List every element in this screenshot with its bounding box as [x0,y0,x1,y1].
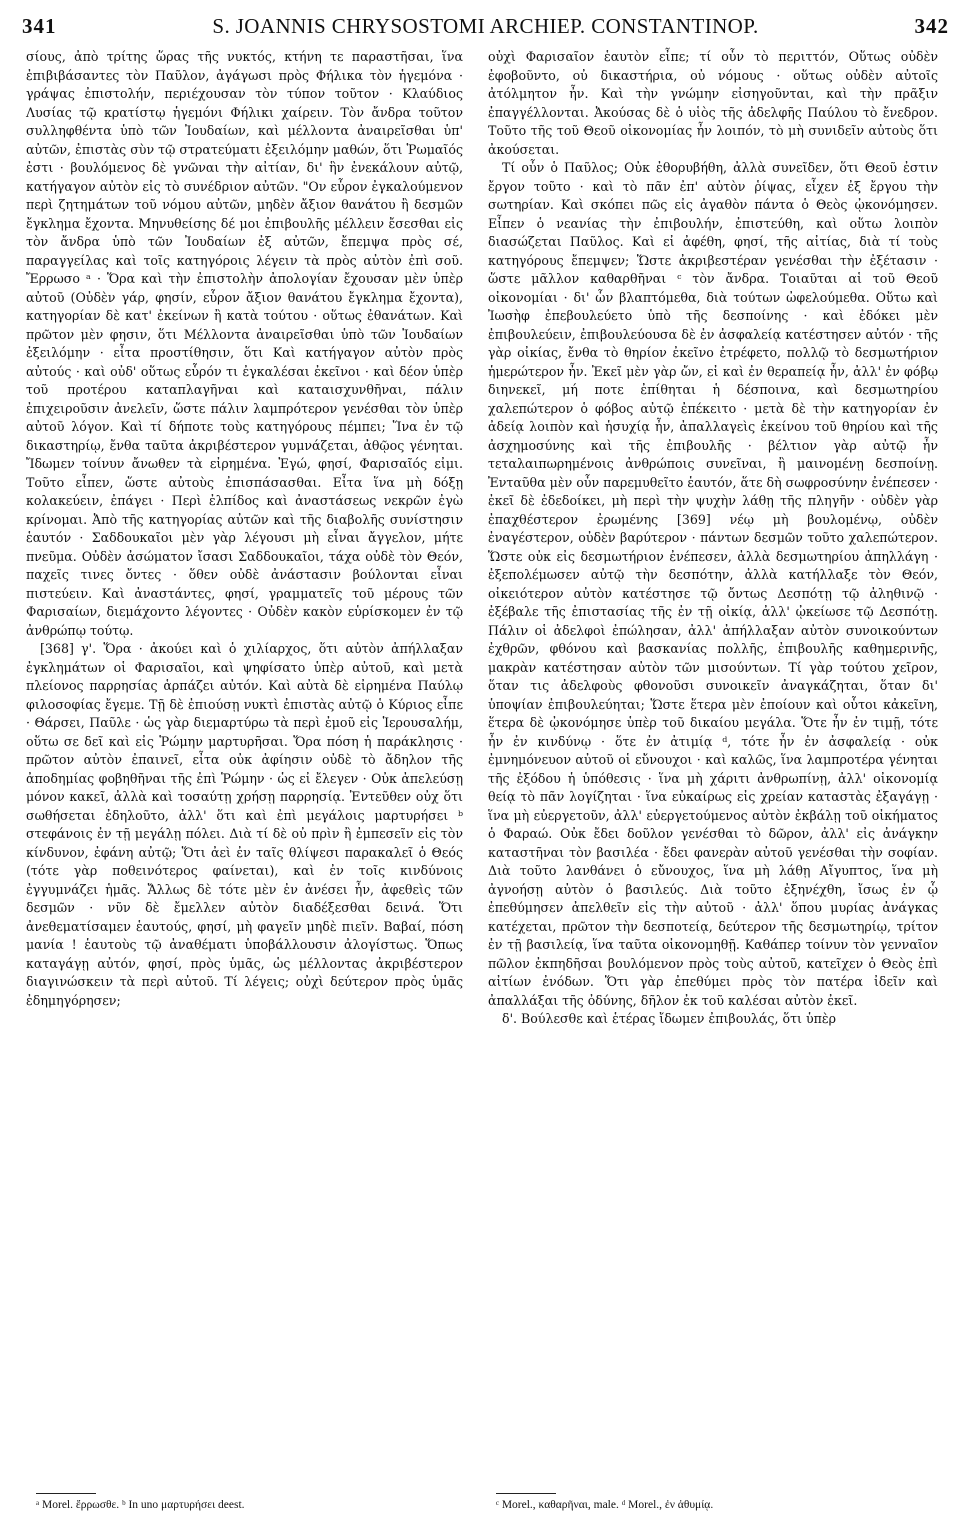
running-title: S. JOANNIS CHRYSOSTOMI ARCHIEP. CONSTANTINOP. [212,14,759,38]
footnote-right: ᶜ Morel., καθαρῆναι, male. ᵈ Morel., ἐν ἀθυμίᾳ. [496,1499,714,1511]
footnote-left: ᵃ Morel. ἔρρωσθε. ᵇ In uno μαρτυρήσει deest. [36,1499,245,1511]
page-number-left: 341 [22,14,57,38]
running-header [22,14,949,42]
footnote-rule-left [36,1493,96,1494]
left-column [26,48,463,1010]
page-number-right: 342 [914,14,949,38]
right-paragraph-3: δ'. Βούλεσθε καὶ ἑτέρας ἴδωμεν ἐπιβουλάς, ὅτι ὑπὲρ [502,1011,837,1026]
right-paragraph-1: οὐχὶ Φαρισαῖον ἑαυτὸν εἶπε; τί οὖν τὸ περιττόν, Οὕτως οὐδὲν ἐφοβοῦντο, οὐ δικαστήρια, οὐ νόμους · οὕτως οὐδὲν αὐτοῖς ἀτόλμητον ἦν. Καὶ τὴν γνώμην εἰσηγοῦνται, καὶ τὴν πρᾶξιν ἐπαγγέλλονται. Ἀκούσας δὲ ὁ υἱὸς τῆς ἀδελφῆς Παύλου τὸ ἔνεδρον. Τοῦτο τῆς τοῦ Θεοῦ οἰκονομίας ἦν λοιπόν, τὸ μὴ συνιδεῖν αὐτοὺς ὅτι ἀκούσεται. [488,49,938,157]
footnote-rule-right [496,1493,556,1494]
right-column [488,48,938,1029]
left-paragraph-2: [368] γ'. Ὅρα · ἀκούει καὶ ὁ χιλίαρχος, ὅτι αὐτὸν ἀπήλλαξαν ἐγκλημάτων οἱ Φαρισαῖοι, καὶ ψηφίσατο ὑπὲρ αὐτοῦ, καὶ μετὰ πλείονος παρρησίας ἁρπάζει αὐτόν. Καὶ αὐτὰ δὲ εἰρημένα Παύλῳ φιλοσοφίας ἔγεμε. Τῇ δὲ ἐπιούσῃ νυκτὶ ἐπιστὰς αὐτῷ ὁ Κύριος εἶπε · Θάρσει, Παῦλε · ὡς γὰρ διεμαρτύρω τὰ περὶ ἐμοῦ εἰς Ἱερουσαλήμ, οὕτω σε δεῖ καὶ εἰς Ῥώμην μαρτυρῆσαι. Ὅρα πόση ἡ παράκλησις · πρῶτον αὐτὸν ἐπαινεῖ, εἶτα οὐκ ἀφίησιν οὐδὲ τὸ ἄδηλον τῆς ἀποδημίας φοβηθῆναι τῆς ἐπὶ Ῥώμην · ὡς εἰ ἔλεγεν · Οὐκ ἀπελεύσῃ μόνον κακεῖ, ἀλλὰ καὶ τοσαύτῃ χρήσῃ παρρησίᾳ. Ἐντεῦθεν οὐχ ὅτι σωθήσεται ἐδηλοῦτο, ἀλλ' ὅτι καὶ ἐπὶ μεγάλοις μαρτυρήσει ᵇ στεφάνοις ἐν τῇ μεγάλῃ πόλει. Διὰ τί δὲ οὐ πρὶν ἢ ἐμπεσεῖν εἰς τὸν κίνδυνον, ἐφάνη αὐτῷ; Ὅτι ἀεὶ ἐν ταῖς θλίψεσι παρακαλεῖ ὁ Θεός (τότε γὰρ ποθεινότερος φαίνεται), καὶ ἐν τοῖς κινδύνοις ἐγγυμνάζει ἡμᾶς. Ἄλλως δὲ τότε μὲν ἐν ἀνέσει ἦν, ἀφεθεὶς τῶν δεσμῶν · νῦν δὲ ἔμελλεν αὐτὸν διαδέξεσθαι δεινά. Ὅτι ἀνεθεματίσαμεν ἑαυτούς, φησί, μὴ φαγεῖν μηδὲ πιεῖν. Βαβαί, πόση μανία ! ἑαυτοὺς τῷ ἀναθέματι ὑποβάλλουσιν ἀλογίστως. Ὅπως καταγάγῃ αὐτόν, φησί, πρὸς ὑμᾶς, ὡς μέλλοντας ἀκριβέστερον διαγινώσκειν τὰ περὶ αὐτοῦ. Τί λέγεις; οὐχὶ δεύτερον πρὸς ὑμᾶς ἐδημηγόρησεν; [26,641,463,1008]
left-paragraph-1: σίους, ἀπὸ τρίτης ὥρας τῆς νυκτός, κτήνη τε παραστῆσαι, ἵνα ἐπιβιβάσαντες τὸν Παῦλον, ἀγάγωσι πρὸς Φήλικα τὸν ἡγεμόνα · γράψας ἐπιστολήν, περιέχουσαν τὸν τύπον τοῦτον · Κλαύδιος Λυσίας τῷ κρατίστῳ ἡγεμόνι Φήλικι χαίρειν. Τὸν ἄνδρα τοῦτον συλληφθέντα ὑπὸ τῶν Ἰουδαίων, καὶ μέλλοντα ἀναιρεῖσθαι ὑπ' αὐτῶν, ἐπιστὰς σὺν τῷ στρατεύματι ἐξειλόμην μαθών, ὅτι Ῥωμαῖός ἐστι · βουλόμενος δὲ γνῶναι τὴν αἰτίαν, δι' ἣν ἐνεκάλουν αὐτῷ, κατήγαγον αὐτὸν εἰς τὸ συνέδριον αὐτῶν. "Ον εὗρον ἐγκαλούμενον περὶ ζητημάτων τοῦ νόμου αὐτῶν, μηδὲν ἄξιον θανάτου ἢ δεσμῶν ἔγκλημα ἔχοντα. Μηνυθείσης δέ μοι ἐπιβουλῆς μέλλειν ἔσεσθαι εἰς τὸν ἄνδρα ὑπὸ τῶν Ἰουδαίων ἐξ αὐτῶν, ἔπεμψα πρὸς σέ, παραγγείλας καὶ τοῖς κατηγόροις λέγειν τὰ πρὸς αὐτὸν ἐπὶ σοῦ. Ἔρρωσο ᵃ · Ὅρα καὶ τὴν ἐπιστολὴν ἀπολογίαν ἔχουσαν μὲν ὑπὲρ αὐτοῦ (Οὐδὲν γάρ, φησίν, εὗρον ἄξιον θανάτου ἔγκλημα ἔχοντα), κατηγορίαν δὲ κατ' ἐκείνων ἢ κατὰ τούτου · οὕτως ἐθανάτων. Καὶ πρῶτον μὲν φησιν, ὅτι Μέλλοντα ἀναιρεῖσθαι ὑπὸ τῶν Ἰουδαίων ἐξειλόμην · εἶτα προστίθησιν, ὅτι Καὶ κατήγαγον αὐτὸν πρὸς αὐτούς · καὶ οὐδ' οὕτως εὗρόν τι ἐγκαλέσαι ἐκεῖνοι · καὶ δέον ὑπὲρ τοῦ προτέρου καταπλαγῆναι καὶ καταισχυνθῆναι, πάλιν ἐπιχειροῦσιν ἀνελεῖν, ὥστε πάλιν λαμπρότερον γενέσθαι τὸν ὑπὲρ αὐτοῦ λόγον. Καὶ τί δήποτε τοὺς κατηγόρους πέμπει; Ἵνα ἐν τῷ δικαστηρίῳ, ἔνθα ταῦτα ἀκριβέστερον γυμνάζεται, ἀθῷος γένηται. Ἴδωμεν τοίνυν ἄνωθεν τὰ εἰρημένα. Ἐγώ, φησί, Φαρισαῖός εἰμι. Τοῦτο εἶπεν, ὥστε αὐτοὺς ἐπισπάσασθαι. Εἶτα ἵνα μὴ δόξῃ κολακεύειν, ἐπάγει · Περὶ ἐλπίδος καὶ ἀναστάσεως νεκρῶν ἐγὼ κρίνομαι. Ἀπὸ τῆς κατηγορίας αὐτῶν καὶ τῆς διαβολῆς συνίστησιν ἑαυτόν · Σαδδουκαῖοι μὲν γὰρ λέγουσι μὴ εἶναι ἄγγελον, μήτε πνεῦμα. Οὐδὲν ἀσώματον ἴσασι Σαδδουκαῖοι, τάχα οὐδὲ τὸν Θεόν, παχεῖς τινες ὄντες · ὅθεν οὐδὲ ἀνάστασιν βούλονται εἶναι πιστεύειν. Καὶ ἀναστάντες, φησί, γραμματεῖς τοῦ μέρους τῶν Φαρισαίων, διεμάχοντο λέγοντες · Οὐδὲν κακὸν εὑρίσκομεν ἐν τῷ ἀνθρώπῳ τούτῳ. [26,49,463,638]
right-paragraph-2: Τί οὖν ὁ Παῦλος; Οὐκ ἐθορυβήθη, ἀλλὰ συνεῖδεν, ὅτι Θεοῦ ἐστιν ἔργον τοῦτο · καὶ τὸ πᾶν ἐπ' αὐτὸν ῥίψας, εἶχεν ἐξ ἔργου τὴν σωτηρίαν. Καὶ σκόπει πῶς εἰς ἀγαθὸν πάντα ὁ Θεὸς ᾠκονόμησεν. Εἶπεν ὁ νεανίας τὴν ἐπιβουλήν, ἐπιστεύθη, καὶ οὕτω λοιπὸν διασώζεται Παῦλος. Καὶ εἰ ἀφέθη, φησί, τῆς αἰτίας, διὰ τί τοὺς κατηγόρους ἔπεμψεν; Ὥστε ἀκριβεστέραν γενέσθαι τὴν ἐξέτασιν · ὥστε μᾶλλον καθαρθῆναι ᶜ τὸν ἄνδρα. Τοιαῦται αἱ τοῦ Θεοῦ οἰκονομίαι · δι' ὧν βλαπτόμεθα, διὰ τούτων ὠφελούμεθα. Οὕτω καὶ Ἰωσὴφ ἐπεβουλεύετο ὑπὸ τῆς δεσποίνης · καὶ ἐδόκει μὲν ἐπιβουλεύειν, ἐπιβουλεύουσα δὲ ἐν ἀσφαλείᾳ κατέστησεν αὐτόν · τῆς γὰρ οἰκίας, ἔνθα τὸ θηρίον ἐκεῖνο ἐτρέφετο, πολλῷ τὸ δεσμωτήριον ἡμερώτερον ἦν. Ἐκεῖ μὲν γὰρ ὤν, εἰ καὶ ἐν θεραπείᾳ ἦν, ἀλλ' ἐν φόβῳ διηνεκεῖ, μή ποτε ἐπίθηται ἡ δέσποινα, καὶ δεσμωτηρίου χαλεπώτερον ὁ φόβος αὐτῷ ἐπέκειτο · μετὰ δὲ τὴν κατηγορίαν ἐν ἀδείᾳ λοιπὸν καὶ ἡσυχίᾳ ἦν, ἀπαλλαγεὶς ἐκείνου τοῦ θηρίου καὶ τῆς ἀσχημοσύνης καὶ τῆς ἐπιβουλῆς · βέλτιον γὰρ αὐτῷ ἦν τεταλαιπωρημένοις ἀνθρώποις συνεῖναι, ἢ μαινομένῃ δεσποίνῃ. Ἐνταῦθα μὲν οὖν παρεμυθεῖτο ἑαυτόν, ἅτε δὴ σωφροσύνην ἐνέπεσεν · ἐκεῖ δὲ ἐδεδοίκει, μὴ περὶ τὴν ψυχὴν λάθῃ τῆς πληγῆν · οὐδὲν γὰρ ἐπαχθέστερον ἐρωμένης [369] νέῳ μὴ βουλομένῳ, οὐδὲν ἐναγέστερον, οὐδὲν βαρύτερον · πάντων δεσμῶν τοῦτο χαλεπώτερον. Ὥστε οὐκ εἰς δεσμωτήριον ἐνέπεσεν, ἀλλὰ δεσμωτηρίου ἀπηλλάγη · ἐξεπολέμωσεν αὐτῷ τὴν δεσπότην, ἀλλὰ κατήλλαξε τὸν Θεόν, οἰκειότερον αὐτὸν κατέστησε τῷ ὄντως Δεσπότῃ τῷ ἀληθινῷ · ἐξέβαλε τῆς ἐπιστασίας τῆς ἐν τῇ οἰκίᾳ, ἀλλ' ᾠκείωσε τῷ Δεσπότῃ. Πάλιν οἱ ἀδελφοὶ ἐπώλησαν, ἀλλ' ἀπήλλαξαν αὐτὸν συνοικούντων ἐχθρῶν, φθόνου καὶ βασκανίας πολλῆς, ἐπιβουλῆς καθημερινῆς, μακρὰν κατέστησαν αὐτὸν τῶν μισούντων. Τί γὰρ τούτου χεῖρον, ὅταν τις ἀδελφοὺς φθονοῦσι συνοικεῖν ἀναγκάζηται, ὅταν δι' ὑποψίαν ἐπιβουλεύηται; Ὥστε ἕτερα μὲν ἐποίουν καὶ οὗτοι κἀκεῖνη, ἕτερα δὲ ᾠκονόμησε ὑπὲρ τοῦ δικαίου μεγάλα. Ὅτε ἦν ἐν τιμῇ, τότε ἦν ἐν κινδύνῳ · ὅτε ἐν ἀτιμίᾳ ᵈ, τότε ἦν ἐν ἀσφαλείᾳ · οὐκ ἐμνημόνευον αὐτοῦ οἱ εὔνουχοι · καὶ καλῶς, ἵνα λαμπροτέρα γένηται τῆς ἐξόδου ἡ ὑπόθεσις · ἵνα μὴ χάριτι ἀνθρωπίνῃ, ἀλλ' οἰκονομίᾳ θείᾳ τὸ πᾶν λογίζηται · ἵνα εὐκαίρως εἰς χρείαν καταστὰς ἐξαγάγῃ · ἵνα μὴ εὐεργετοῦν, ἀλλ' εὐεργετούμενος αὐτὸν ἐκβάλῃ τοῦ οἰκήματος ὁ Φαραώ. Οὐκ ἔδει δοῦλον γενέσθαι τὸ δῶρον, ἀλλ' εἰς ἀνάγκην καταστῆναι τὸν βασιλέα · ἔδει φανερὰν αὐτοῦ γενέσθαι τὴν σοφίαν. Διὰ τοῦτο λανθάνει ὁ εὔνουχος, ἵνα μὴ λάθῃ Αἴγυπτος, ἵνα μὴ ἀγνοήσῃ αὐτὸν ὁ βασιλεύς. Διὰ τοῦτο ἐξηνέχθη, ἴσως ἐν ᾧ ἐπεθύμησεν ἀπελθεῖν εἰς τὴν αὐτοῦ · ἀλλ' ὅπου μυρίας ἀνάγκας κατέχεται, πρῶτον τὴν δεσποτείᾳ, δεύτερον τῆς δεσμωτηρίῳ, τρίτον ἐν τῇ βασιλείᾳ, ἵνα ταῦτα οἰκονομηθῇ. Καθάπερ τοίνυν τὸν γενναῖον πῶλον ἐκπηδῆσαι βουλόμενον πρὸς τοὺς αὐτοῦ, κατεῖχεν ὁ Θεὸς ἐπὶ αἰτίων ἐνόδων. Ὅτι γὰρ ἐπεθύμει πρὸς τὸν πατέρα ἰδεῖν καὶ ἀπαλλάξαι τῆς ὀδύνης, δῆλον ἐκ τοῦ καλέσαι αὐτὸν ἐκεῖ. [488,160,938,1008]
